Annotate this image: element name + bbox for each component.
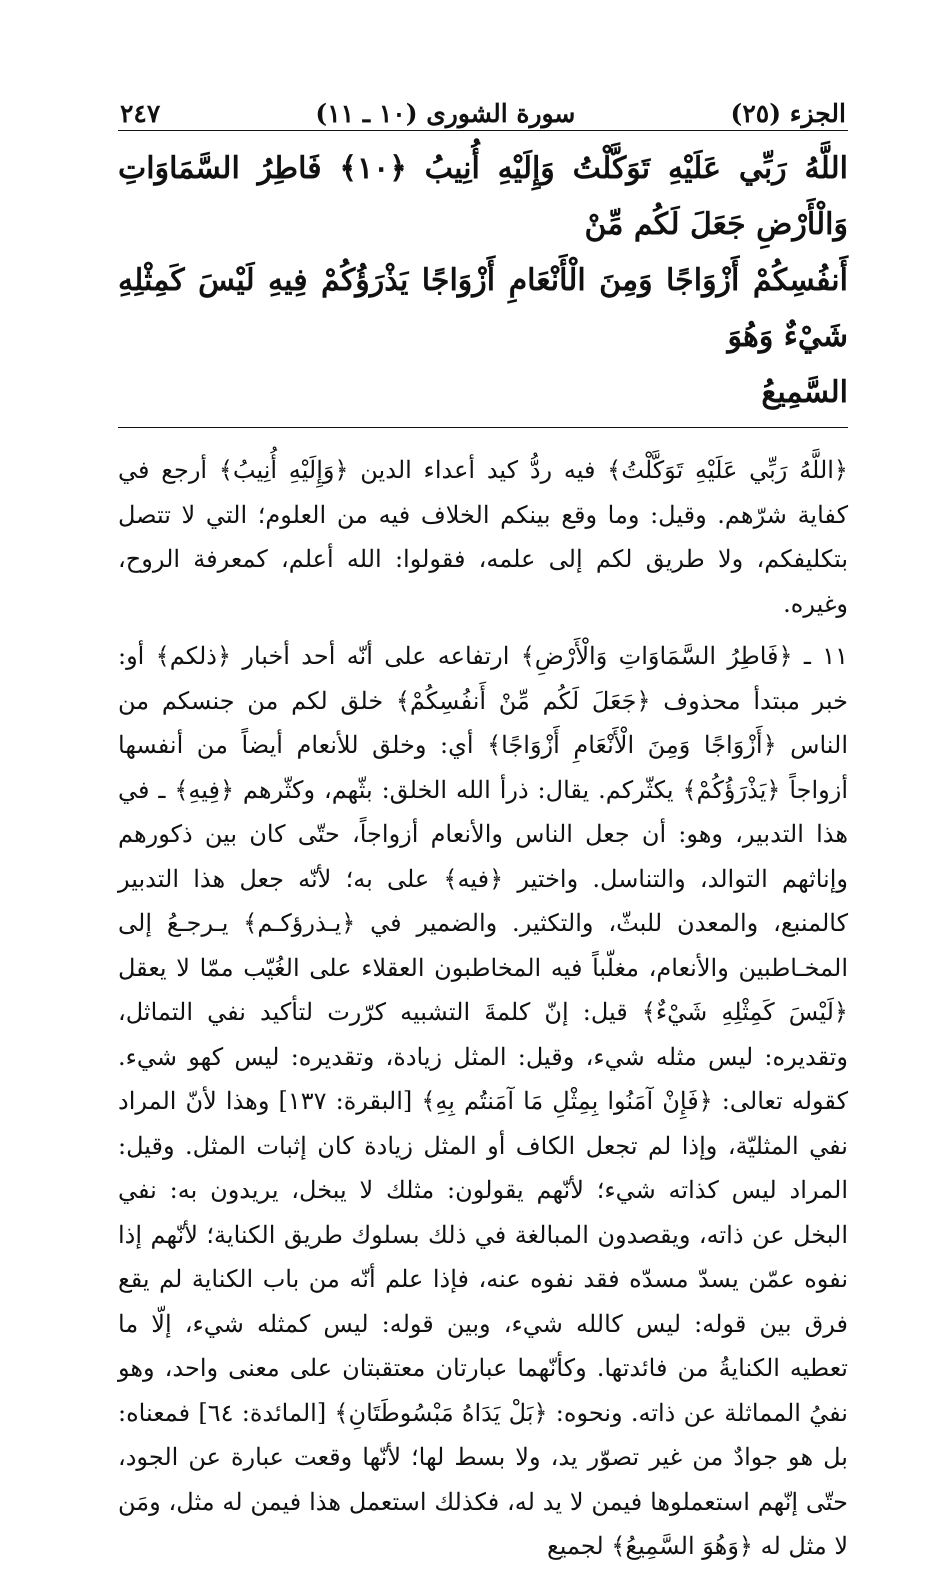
quran-verses <box>118 141 848 421</box>
juz-label: الجزء (٢٥) <box>730 99 846 128</box>
verse-line-3: السَّمِيعُ <box>761 375 848 410</box>
book-page <box>118 88 848 1577</box>
verse-line-2: أَنفُسِكُمْ أَزْوَاجًا وَمِنَ الْأَنْعَامِ أَزْوَاجًا يَذْرَؤُكُمْ فِيهِ لَيْسَ كَمِثْلِهِ شَيْءٌ وَهُوَ <box>118 263 848 354</box>
verse-line-1: اللَّهُ رَبِّي عَلَيْهِ تَوَكَّلْتُ وَإِلَيْهِ أُنِيبُ ﴿١٠﴾ فَاطِرُ السَّمَاوَاتِ وَالْأَرْضِ جَعَلَ لَكُم مِّنْ <box>118 151 848 242</box>
tafsir-commentary <box>118 448 848 1569</box>
commentary-paragraph-1: ﴿اللَّهُ رَبِّي عَلَيْهِ تَوَكَّلْتُ﴾ فيه ردُّ كيد أعداء الدين ﴿وَإِلَيْهِ أُنِيبُ﴾ أرجع في كفاية شرّهم. وقيل: وما وقع بينكم الخلاف فيه من العلوم؛ التي لا تتصل بتكليفكم، ولا طريق لكم إلى علمه، فقولوا: الله أعلم، كمعرفة الروح، وغيره. <box>118 456 848 618</box>
page-header <box>118 88 848 128</box>
surah-title: سورة الشورى (١٠ ـ ١١) <box>315 99 576 128</box>
header-divider <box>118 130 848 131</box>
page-number: ٢٤٧ <box>120 99 161 128</box>
verse-divider <box>118 427 848 428</box>
commentary-paragraph-2: ١١ ـ ﴿فَاطِرُ السَّمَاوَاتِ وَالْأَرْضِ﴾ ارتفاعه على أنّه أحد أخبار ﴿ذلكم﴾ أو: خبر مبتدأ محذوف ﴿جَعَلَ لَكُم مِّنْ أَنفُسِكُمْ﴾ خلق لكم من جنسكم من الناس ﴿أَزْوَاجًا وَمِنَ الْأَنْعَامِ أَزْوَاجًا﴾ أي: وخلق للأنعام أيضاً من أنفسها أزواجاً ﴿يَذْرَؤُكُمْ﴾ يكثّركم. يقال: ذرأ الله الخلق: بثّهم، وكثّرهم ﴿فِيهِ﴾ ـ في هذا التدبير، وهو: أن جعل الناس والأنعام أزواجاً، حتّى كان بين ذكورهم وإناثهم التوالد، والتناسل. واختير ﴿فيه﴾ على به؛ لأنّه جعل هذا التدبير كالمنبع، والمعدن للبثّ، والتكثير. والضمير في ﴿يـذرؤكـم﴾ يـرجـعُ إلى المخـاطبين والأنعام، مغلّباً فيه المخاطبون العقلاء على الغُيّب ممّا لا يعقل ﴿لَيْسَ كَمِثْلِهِ شَيْءٌ﴾ قيل: إنّ كلمةَ التشبيه كرّرت لتأكيد نفي التماثل، وتقديره: ليس مثله شيء، وقيل: المثل زيادة، وتقديره: ليس كهو شيء. كقوله تعالى: ﴿فَإِنْ آمَنُوا بِمِثْلِ مَا آمَنتُم بِهِ﴾ [البقرة: ١٣٧] وهذا لأنّ المراد نفي المثليّة، وإذا لم تجعل الكاف أو المثل زيادة كان إثبات المثل. وقيل: المراد ليس كذاته شيء؛ لأنّهم يقولون: مثلك لا يبخل، يريدون به: نفي البخل عن ذاته، ويقصدون المبالغة في ذلك بسلوك طريق الكناية؛ لأنّهم إذا نفوه عمّن يسدّ مسدّه فقد نفوه عنه، فإذا علم أنّه من باب الكناية لم يقع فرق بين قوله: ليس كالله شيء، وبين قوله: ليس كمثله شيء، إلّا ما تعطيه الكنايةُ من فائدتها. وكأنّهما عبارتان معتقبتان على معنى واحد، وهو نفيُ المماثلة عن ذاته. ونحوه: ﴿بَلْ يَدَاهُ مَبْسُوطَتَانِ﴾ [المائدة: ٦٤] فمعناه: بل هو جوادٌ من غير تصوّر يد، ولا بسط لها؛ لأنّها وقعت عبارة عن الجود، حتّى إنّهم استعملوها فيمن لا يد له، فكذلك استعمل هذا فيمن له مثل، ومَن لا مثل له ﴿وَهُوَ السَّمِيعُ﴾ لجميع <box>118 642 849 1560</box>
